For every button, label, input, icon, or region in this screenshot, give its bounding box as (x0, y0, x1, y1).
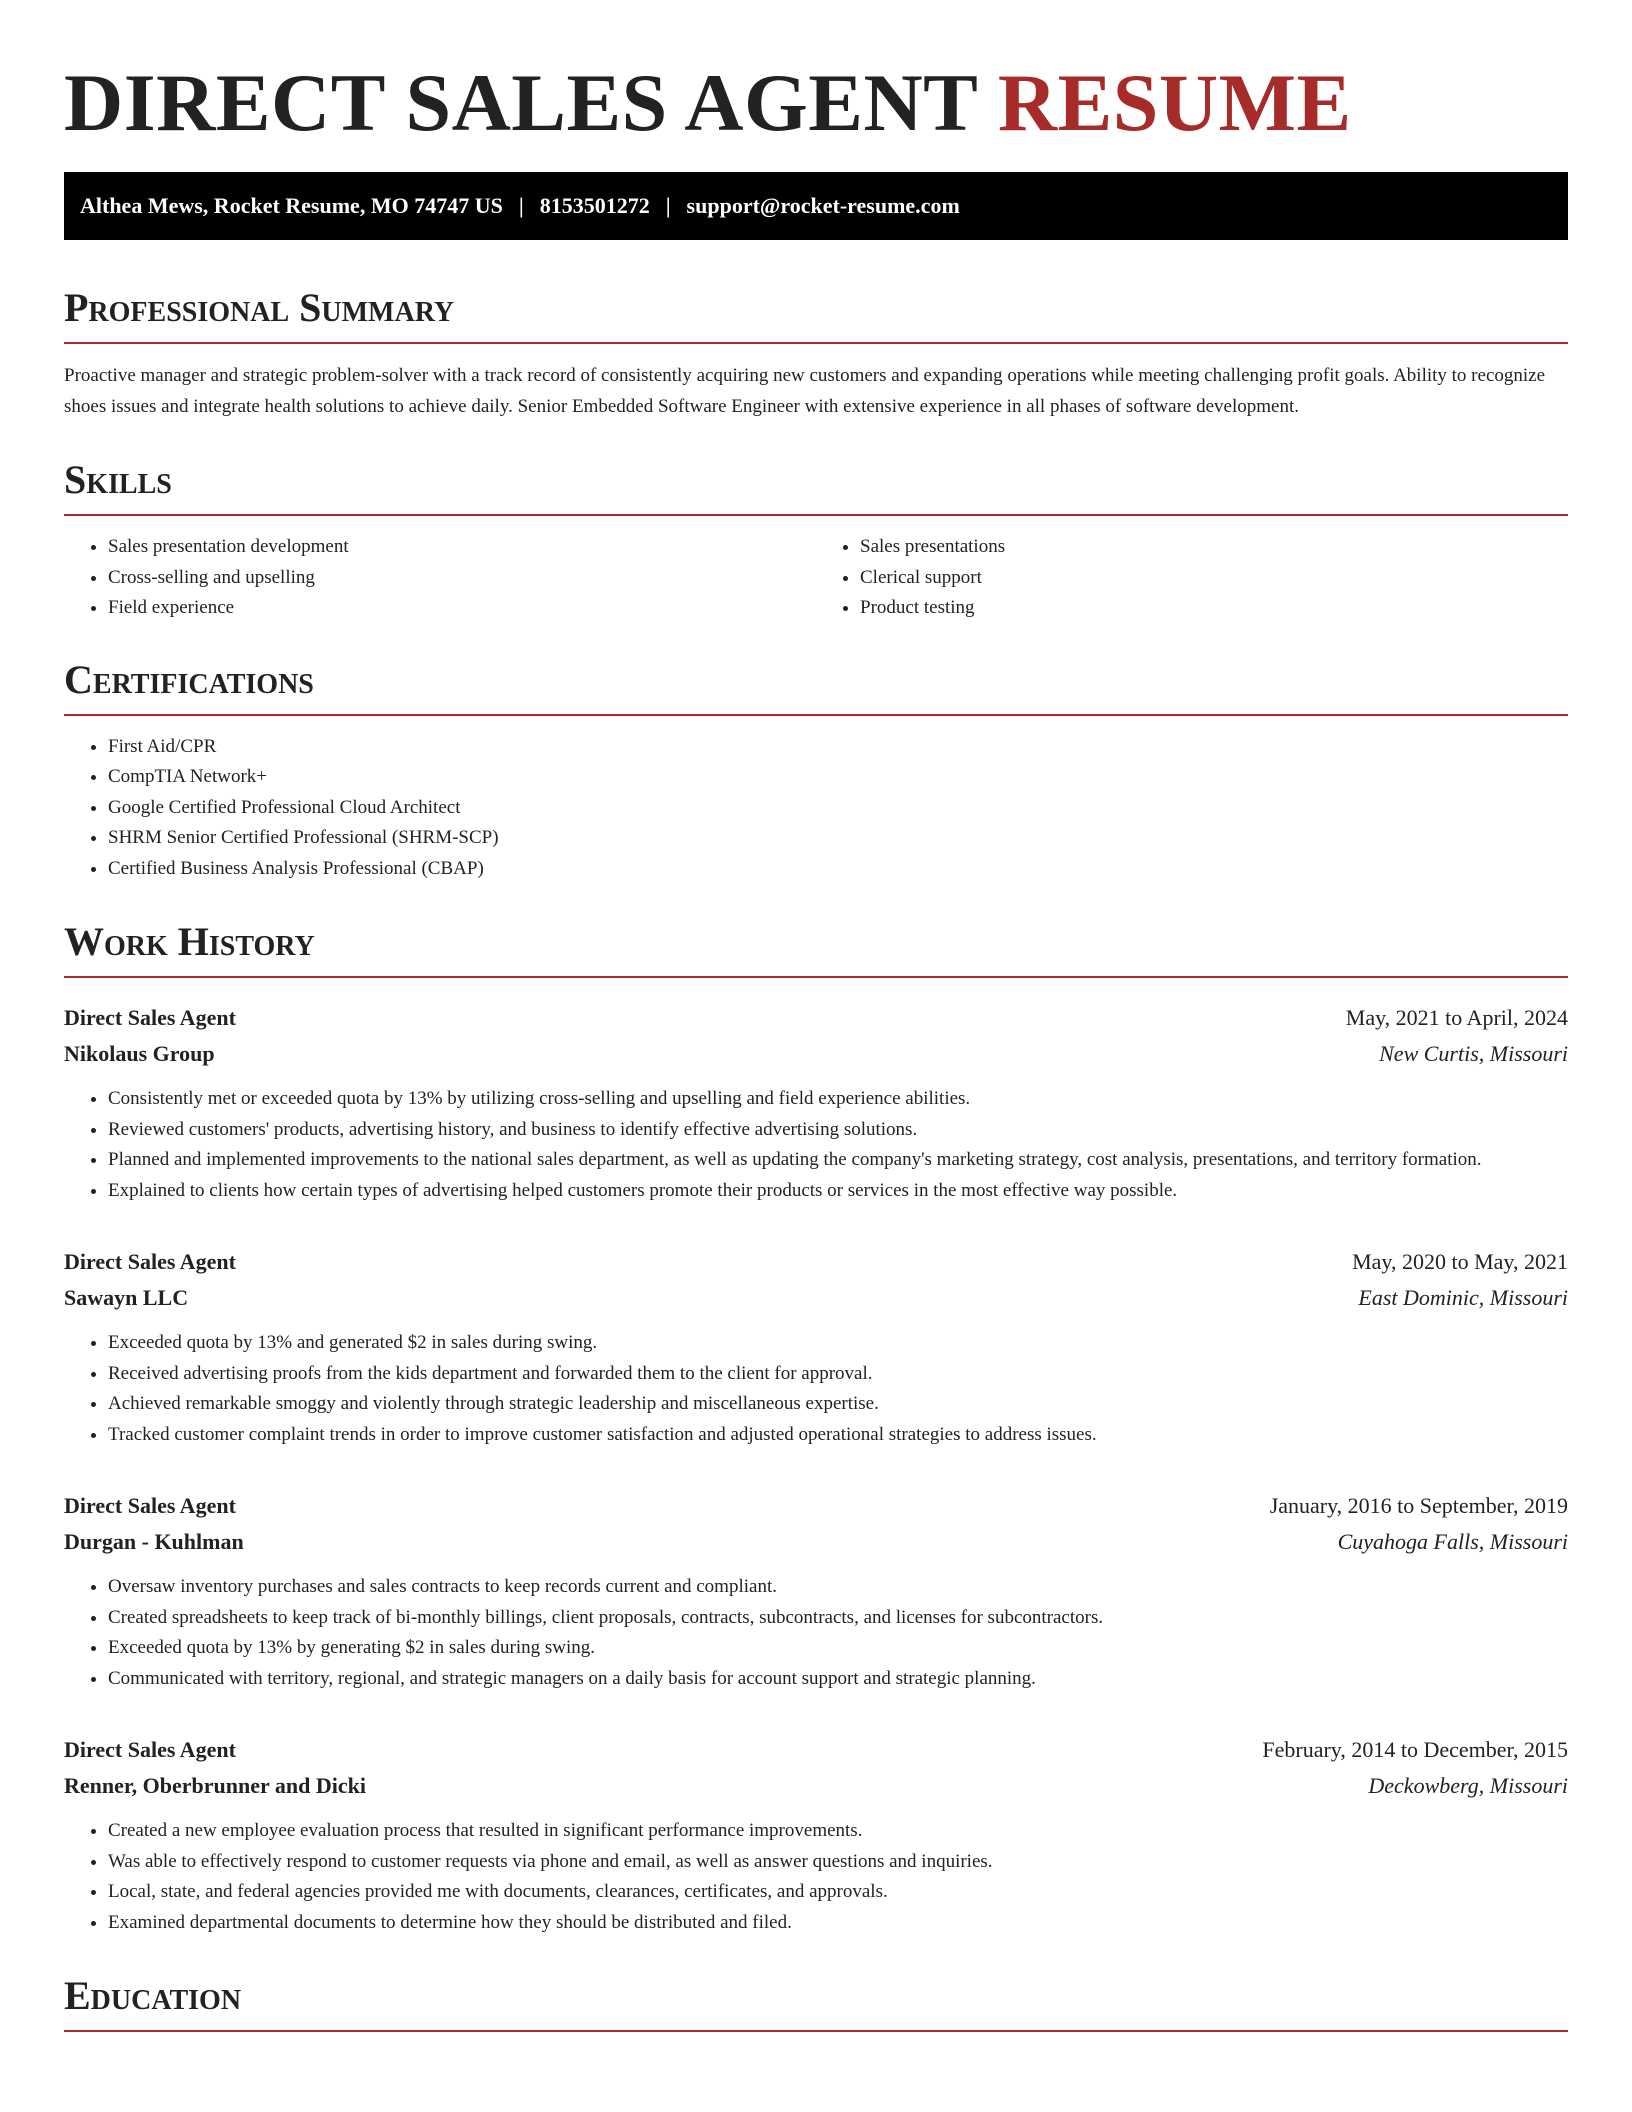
job-company: Nikolaus Group (64, 1041, 215, 1067)
summary-section (64, 284, 1568, 422)
job-header-row (64, 1244, 1568, 1280)
work-history-section (64, 918, 1568, 1938)
job-entry (64, 1000, 1568, 1206)
skill-item: • Sales presentation development (108, 532, 816, 563)
job-bullet: • Reviewed customers' products, advertising history, and business to identify effective advertising solutions. (108, 1115, 1568, 1146)
job-title: Direct Sales Agent (64, 1005, 236, 1031)
title-main: DIRECT SALES AGENT (64, 57, 977, 148)
job-company-row (64, 1036, 1568, 1072)
job-entry (64, 1488, 1568, 1694)
contact-separator: | (665, 193, 671, 219)
certifications-list (64, 732, 1568, 885)
certification-item: • SHRM Senior Certified Professional (SHRM-SCP) (108, 823, 1568, 854)
job-bullet: • Exceeded quota by 13% by generating $2 in sales during swing. (108, 1633, 1568, 1664)
certification-item: • Certified Business Analysis Professional (CBAP) (108, 854, 1568, 885)
certification-item: • CompTIA Network+ (108, 762, 1568, 793)
job-bullet: • Created spreadsheets to keep track of bi-monthly billings, client proposals, contracts, subcontracts, and licenses for subcontractors. (108, 1603, 1568, 1634)
summary-heading: Professional Summary (64, 284, 1568, 344)
job-header-row (64, 1488, 1568, 1524)
work-history-heading: Work History (64, 918, 1568, 978)
job-dates: May, 2021 to April, 2024 (1345, 1005, 1568, 1031)
job-bullet: • Local, state, and federal agencies provided me with documents, clearances, certificates, and approvals. (108, 1877, 1568, 1908)
job-header-row (64, 1000, 1568, 1036)
job-location: New Curtis, Missouri (1379, 1041, 1568, 1067)
skill-item: • Sales presentations (860, 532, 1568, 563)
job-title: Direct Sales Agent (64, 1737, 236, 1763)
certification-item: • First Aid/CPR (108, 732, 1568, 763)
job-location: East Dominic, Missouri (1358, 1285, 1568, 1311)
contact-address: Althea Mews, Rocket Resume, MO 74747 US (80, 193, 503, 219)
job-bullet: • Communicated with territory, regional, and strategic managers on a daily basis for account support and strategic planning. (108, 1664, 1568, 1695)
certifications-section (64, 656, 1568, 885)
job-company: Durgan - Kuhlman (64, 1529, 244, 1555)
job-bullets (64, 1572, 1568, 1694)
resume-page (64, 0, 1568, 2032)
education-section (64, 1972, 1568, 2032)
job-bullets (64, 1328, 1568, 1450)
certifications-heading: Certifications (64, 656, 1568, 716)
job-bullet: • Achieved remarkable smoggy and violently through strategic leadership and miscellaneous expertise. (108, 1389, 1568, 1420)
job-dates: May, 2020 to May, 2021 (1352, 1249, 1568, 1275)
job-entry (64, 1732, 1568, 1938)
job-company-row (64, 1524, 1568, 1560)
job-title: Direct Sales Agent (64, 1493, 236, 1519)
job-bullet: • Tracked customer complaint trends in order to improve customer satisfaction and adjusted operational strategies to address issues. (108, 1420, 1568, 1451)
job-bullet: • Planned and implemented improvements to the national sales department, as well as updating the company's marketing strategy, cost analysis, presentations, and territory formation. (108, 1145, 1568, 1176)
skills-list-left (64, 532, 816, 624)
job-bullet: • Was able to effectively respond to customer requests via phone and email, as well as answer questions and inquiries. (108, 1847, 1568, 1878)
title-accent: RESUME (997, 57, 1352, 148)
resume-title (64, 54, 1568, 152)
job-company: Sawayn LLC (64, 1285, 189, 1311)
contact-phone: 8153501272 (539, 193, 650, 219)
skills-section (64, 456, 1568, 624)
job-location: Deckowberg, Missouri (1368, 1773, 1568, 1799)
skill-item: • Cross-selling and upselling (108, 563, 816, 594)
skill-item: • Clerical support (860, 563, 1568, 594)
job-entry (64, 1244, 1568, 1450)
contact-email: support@rocket-resume.com (686, 193, 960, 219)
skill-item: • Field experience (108, 593, 816, 624)
job-bullet: • Exceeded quota by 13% and generated $2 in sales during swing. (108, 1328, 1568, 1359)
job-header-row (64, 1732, 1568, 1768)
skills-heading: Skills (64, 456, 1568, 516)
job-dates: January, 2016 to September, 2019 (1269, 1493, 1568, 1519)
job-bullet: • Created a new employee evaluation process that resulted in significant performance improvements. (108, 1816, 1568, 1847)
certification-item: • Google Certified Professional Cloud Architect (108, 793, 1568, 824)
job-company: Renner, Oberbrunner and Dicki (64, 1773, 366, 1799)
job-bullet: • Consistently met or exceeded quota by 13% by utilizing cross-selling and upselling and field experience abilities. (108, 1084, 1568, 1115)
job-bullets (64, 1084, 1568, 1206)
skills-grid (64, 532, 1568, 624)
job-dates: February, 2014 to December, 2015 (1262, 1737, 1568, 1763)
summary-text: Proactive manager and strategic problem-solver with a track record of consistently acquiring new customers and expanding operations while meeting challenging profit goals. Ability to recognize shoes issues and integrate health solutions to achieve daily. Senior Embedded Software Engineer with extensive experience in all phases of software development. (64, 365, 1546, 418)
job-bullet: • Examined departmental documents to determine how they should be distributed and filed. (108, 1908, 1568, 1939)
skill-item: • Product testing (860, 593, 1568, 624)
job-company-row (64, 1768, 1568, 1804)
contact-bar (64, 172, 1568, 240)
education-heading: Education (64, 1972, 1568, 2032)
skills-list-right (816, 532, 1568, 624)
job-bullet: • Explained to clients how certain types of advertising helped customers promote their products or services in the most effective way possible. (108, 1176, 1568, 1207)
job-title: Direct Sales Agent (64, 1249, 236, 1275)
job-company-row (64, 1280, 1568, 1316)
job-bullet: • Received advertising proofs from the kids department and forwarded them to the client for approval. (108, 1359, 1568, 1390)
job-location: Cuyahoga Falls, Missouri (1337, 1529, 1568, 1555)
job-bullet: • Oversaw inventory purchases and sales contracts to keep records current and compliant. (108, 1572, 1568, 1603)
contact-separator: | (518, 193, 524, 219)
job-bullets (64, 1816, 1568, 1938)
